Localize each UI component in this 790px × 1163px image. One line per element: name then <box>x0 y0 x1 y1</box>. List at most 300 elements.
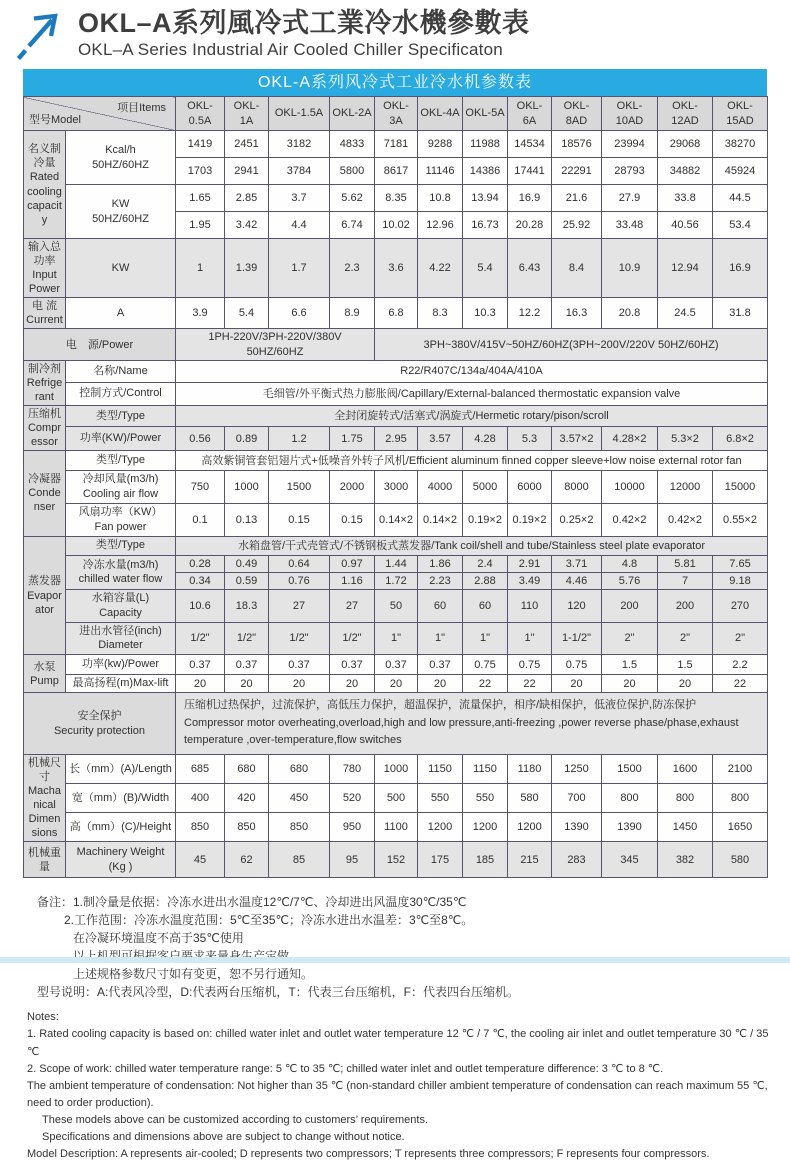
table-row <box>24 131 768 158</box>
value-cell: 1200 <box>508 813 552 842</box>
model-column-header: OKL-2A <box>330 97 375 131</box>
table-row <box>24 675 768 693</box>
value-cell: 14386 <box>463 158 508 185</box>
section-label: 名义制冷量 Rated cooling capacity <box>24 131 66 239</box>
model-column-header: OKL-6A <box>508 97 552 131</box>
note-line: Specifications and dimensions above are subject to change without notice. <box>42 1130 405 1143</box>
table-row <box>24 555 768 572</box>
item-label: 宽（mm）(B)/Width <box>66 784 176 813</box>
item-label: 控制方式/Control <box>66 382 176 405</box>
value-cell: 60 <box>418 589 463 622</box>
value-cell: 800 <box>713 784 768 813</box>
value-cell: 12000 <box>658 471 713 504</box>
notes-english <box>27 1009 776 1162</box>
value-cell: 11988 <box>463 131 508 158</box>
value-cell: 0.28 <box>176 555 225 572</box>
value-cell: 580 <box>713 842 768 878</box>
value-cell: 680 <box>225 754 269 783</box>
value-cell: 850 <box>269 813 330 842</box>
value-cell: 0.14×2 <box>418 504 463 537</box>
value-cell: 175 <box>418 842 463 878</box>
value-cell: 1600 <box>658 754 713 783</box>
value-cell: 2000 <box>330 471 375 504</box>
value-cell: 0.13 <box>225 504 269 537</box>
value-cell: 1180 <box>508 754 552 783</box>
value-cell: 2451 <box>225 131 269 158</box>
value-cell: 1.86 <box>418 555 463 572</box>
table-row <box>24 504 768 537</box>
value-cell: 1150 <box>463 754 508 783</box>
note-line: 上述规格参数尺寸如有变更，恕不另行通知。 <box>73 967 314 982</box>
spec-table-container <box>23 69 767 878</box>
table-row <box>24 382 768 405</box>
value-cell: 8617 <box>375 158 418 185</box>
item-label: 功率(KW)/Power <box>66 427 176 451</box>
value-cell: 1000 <box>225 471 269 504</box>
value-cell: 1450 <box>658 813 713 842</box>
table-row <box>24 536 768 555</box>
model-column-header: OKL-12AD <box>658 97 713 131</box>
value-cell: 13.94 <box>463 185 508 212</box>
value-cell: 10000 <box>602 471 658 504</box>
item-label: 冷冻水量(m3/h) chilled water flow <box>66 555 176 589</box>
value-cell: 14534 <box>508 131 552 158</box>
value-cell: 200 <box>658 589 713 622</box>
model-column-header: OKL-10AD <box>602 97 658 131</box>
value-cell: 1.75 <box>330 427 375 451</box>
notes-chinese <box>37 893 770 1001</box>
value-cell: 1650 <box>713 813 768 842</box>
value-cell: 1.16 <box>330 572 375 589</box>
value-cell: 3182 <box>269 131 330 158</box>
value-cell: 4833 <box>330 131 375 158</box>
item-label: 功率(kw)/Power <box>66 655 176 675</box>
value-cell: 15000 <box>713 471 768 504</box>
value-cell: 400 <box>176 784 225 813</box>
value-cell: 8.9 <box>330 298 375 329</box>
value-cell: 345 <box>602 842 658 878</box>
value-cell: 1.72 <box>375 572 418 589</box>
merged-value-cell: 高效紫铜管套铝翅片式+低噪音外转子风机/Efficient aluminum finned copper sleeve+low noise external rotor fan <box>176 451 768 471</box>
value-cell: 17441 <box>508 158 552 185</box>
value-cell: 0.37 <box>330 655 375 675</box>
value-cell: 2100 <box>713 754 768 783</box>
value-cell: 5.81 <box>658 555 713 572</box>
value-cell: 4.4 <box>269 212 330 239</box>
value-cell: 5.4 <box>463 239 508 298</box>
model-column-header: OKL-3A <box>375 97 418 131</box>
value-cell: 1.5 <box>658 655 713 675</box>
table-row <box>24 622 768 655</box>
table-row <box>24 360 768 382</box>
value-cell: 27 <box>269 589 330 622</box>
note-line: 型号说明：A:代表风冷型，D:代表两台压缩机，T：代表三台压缩机，F：代表四台压缩机。 <box>37 985 520 1000</box>
section-label: 冷凝器 Condenser <box>24 451 66 537</box>
value-cell: 550 <box>418 784 463 813</box>
value-cell: 1200 <box>418 813 463 842</box>
value-cell: 110 <box>508 589 552 622</box>
merged-value-cell: 水箱盘管/干式壳管式/不锈钢板式蒸发器/Tank coil/shell and tube/Stainless steel plate evaporator <box>176 536 768 555</box>
value-cell: 5.3×2 <box>658 427 713 451</box>
value-cell: 5.4 <box>225 298 269 329</box>
value-cell: 0.89 <box>225 427 269 451</box>
table-row <box>24 239 768 298</box>
item-label: A <box>66 298 176 329</box>
value-cell: 0.75 <box>552 655 602 675</box>
value-cell: 0.19×2 <box>508 504 552 537</box>
table-row <box>24 655 768 675</box>
table-row <box>24 451 768 471</box>
item-label: 名称/Name <box>66 360 176 382</box>
value-cell: 2.3 <box>330 239 375 298</box>
value-cell: 2.95 <box>375 427 418 451</box>
value-cell: 8000 <box>552 471 602 504</box>
value-cell: 25.92 <box>552 212 602 239</box>
value-cell: 12.2 <box>508 298 552 329</box>
value-cell: 0.42×2 <box>658 504 713 537</box>
value-cell: 185 <box>463 842 508 878</box>
masthead <box>0 0 790 62</box>
corner-items-label: 项目Items <box>117 102 166 114</box>
value-cell: 0.15 <box>269 504 330 537</box>
value-cell: 10.3 <box>463 298 508 329</box>
item-label: 长（mm）(A)/Length <box>66 754 176 783</box>
value-cell: 580 <box>508 784 552 813</box>
value-cell: 1/2" <box>330 622 375 655</box>
corner-header <box>24 97 176 131</box>
value-cell: 45 <box>176 842 225 878</box>
value-cell: 5000 <box>463 471 508 504</box>
value-cell: 20 <box>176 675 225 693</box>
value-cell: 40.56 <box>658 212 713 239</box>
value-cell: 12.94 <box>658 239 713 298</box>
note-line: 2.工作范围：冷冻水温度范围：5℃至35℃；冷冻水进出水温差：3℃至8℃。 <box>64 913 474 928</box>
note-line: Model Description: A represents air-cooled; D represents two compressors; T represents three compressors; F represents four compressors. <box>27 1147 710 1160</box>
table-row <box>24 298 768 329</box>
value-cell: 1703 <box>176 158 225 185</box>
security-protection-text: 压缩机过热保护，过流保护，高低压力保护，超温保护，流量保护，相序/缺相保护，低液位保护,防冻保护 Compressor motor overheating,overload,high and low pressure,anti-freezing ,power reverse phase/phase,exhaust temperature ,over-temperature,flow switches <box>176 693 768 755</box>
item-label: 风扇功率（KW） Fan power <box>66 504 176 537</box>
value-cell: 7.65 <box>713 555 768 572</box>
table-row <box>24 329 768 360</box>
value-cell: 4.28×2 <box>602 427 658 451</box>
value-cell: 3000 <box>375 471 418 504</box>
item-label: Kcal/h 50HZ/60HZ <box>66 131 176 185</box>
table-row <box>24 842 768 878</box>
value-cell: 2.85 <box>225 185 269 212</box>
table-row <box>24 784 768 813</box>
table-row <box>24 427 768 451</box>
value-cell: 6.8×2 <box>713 427 768 451</box>
value-cell: 1/2" <box>269 622 330 655</box>
value-cell: 420 <box>225 784 269 813</box>
value-cell: 1" <box>463 622 508 655</box>
value-cell: 62 <box>225 842 269 878</box>
value-cell: 0.25×2 <box>552 504 602 537</box>
value-cell: 780 <box>330 754 375 783</box>
value-cell: 33.8 <box>658 185 713 212</box>
model-column-header: OKL-5A <box>463 97 508 131</box>
corner-model-label: 型号Model <box>29 113 81 126</box>
value-cell: 1150 <box>418 754 463 783</box>
value-cell: 1-1/2" <box>552 622 602 655</box>
value-cell: 4.46 <box>552 572 602 589</box>
value-cell: 3.57 <box>418 427 463 451</box>
value-cell: 800 <box>602 784 658 813</box>
value-cell: 1.95 <box>176 212 225 239</box>
item-label: 最高扬程(m)Max-lift <box>66 675 176 693</box>
value-cell: 8.35 <box>375 185 418 212</box>
model-column-header: OKL-8AD <box>552 97 602 131</box>
value-cell: 2" <box>658 622 713 655</box>
value-cell: 1 <box>176 239 225 298</box>
value-cell: 1" <box>508 622 552 655</box>
table-row <box>24 405 768 427</box>
section-label: 电 流 Current <box>24 298 66 329</box>
value-cell: 21.6 <box>552 185 602 212</box>
value-cell: 6.6 <box>269 298 330 329</box>
value-cell: 1419 <box>176 131 225 158</box>
value-cell: 2941 <box>225 158 269 185</box>
value-cell: 31.8 <box>713 298 768 329</box>
table-row <box>24 589 768 622</box>
value-cell: 1000 <box>375 754 418 783</box>
merged-value-cell: R22/R407C/134a/404A/410A <box>176 360 768 382</box>
value-cell: 44.5 <box>713 185 768 212</box>
section-label: 蒸发器 Evaporator <box>24 536 66 655</box>
value-cell: 0.59 <box>225 572 269 589</box>
value-cell: 20 <box>330 675 375 693</box>
spec-table <box>23 96 768 878</box>
value-cell: 24.5 <box>658 298 713 329</box>
value-cell: 16.9 <box>713 239 768 298</box>
value-cell: 4.28 <box>463 427 508 451</box>
value-cell: 20.28 <box>508 212 552 239</box>
power-supply-cell: 3PH~380V/415V~50HZ/60HZ(3PH~200V/220V 50HZ/60HZ) <box>375 329 768 360</box>
value-cell: 18576 <box>552 131 602 158</box>
value-cell: 2.2 <box>713 655 768 675</box>
value-cell: 10.8 <box>418 185 463 212</box>
value-cell: 520 <box>330 784 375 813</box>
value-cell: 20 <box>418 675 463 693</box>
value-cell: 12.96 <box>418 212 463 239</box>
value-cell: 1250 <box>552 754 602 783</box>
value-cell: 5.62 <box>330 185 375 212</box>
value-cell: 0.37 <box>176 655 225 675</box>
value-cell: 5.3 <box>508 427 552 451</box>
value-cell: 4.22 <box>418 239 463 298</box>
value-cell: 283 <box>552 842 602 878</box>
value-cell: 53.4 <box>713 212 768 239</box>
item-label: KW <box>66 239 176 298</box>
item-label: 水箱容量(L) Capacity <box>66 589 176 622</box>
section-label: 电 源/Power <box>24 329 176 360</box>
value-cell: 0.34 <box>176 572 225 589</box>
value-cell: 22 <box>463 675 508 693</box>
value-cell: 5.76 <box>602 572 658 589</box>
value-cell: 200 <box>602 589 658 622</box>
value-cell: 2.4 <box>463 555 508 572</box>
table-title-bar: OKL-A系列风冷式工业冷水机参数表 <box>23 69 767 96</box>
note-line: 备注：1.制冷量是依据：冷冻水进出水温度12℃/7℃、冷却进出风温度30℃/35℃ <box>37 895 467 910</box>
value-cell: 1.7 <box>269 239 330 298</box>
value-cell: 28793 <box>602 158 658 185</box>
value-cell: 29068 <box>658 131 713 158</box>
note-line: 1. Rated cooling capacity is based on: chilled water inlet and outlet water temperature 12 ℃ / 7 ℃, the cooling air inlet and outlet temperature 30 ℃ / 35 ℃ <box>27 1028 769 1058</box>
value-cell: 10.6 <box>176 589 225 622</box>
value-cell: 3.49 <box>508 572 552 589</box>
value-cell: 0.97 <box>330 555 375 572</box>
model-column-header: OKL-15AD <box>713 97 768 131</box>
value-cell: 750 <box>176 471 225 504</box>
item-label: 高（mm）(C)/Height <box>66 813 176 842</box>
value-cell: 16.9 <box>508 185 552 212</box>
value-cell: 215 <box>508 842 552 878</box>
value-cell: 23994 <box>602 131 658 158</box>
note-line: The ambient temperature of condensation: Not higher than 35 ℃ (non-standard chiller ambient temperature of condensation can reach maximum 55 ℃, need to order production). <box>27 1079 768 1109</box>
value-cell: 9288 <box>418 131 463 158</box>
model-column-header: OKL-1A <box>225 97 269 131</box>
value-cell: 0.76 <box>269 572 330 589</box>
value-cell: 7 <box>658 572 713 589</box>
value-cell: 1200 <box>463 813 508 842</box>
value-cell: 700 <box>552 784 602 813</box>
value-cell: 270 <box>713 589 768 622</box>
value-cell: 680 <box>269 754 330 783</box>
section-label: 安全保护 Security protection <box>24 693 176 755</box>
item-label: 进出水管径(inch) Diameter <box>66 622 176 655</box>
item-label: KW 50HZ/60HZ <box>66 185 176 239</box>
value-cell: 20 <box>269 675 330 693</box>
value-cell: 0.56 <box>176 427 225 451</box>
value-cell: 18.3 <box>225 589 269 622</box>
value-cell: 1.44 <box>375 555 418 572</box>
value-cell: 20 <box>602 675 658 693</box>
value-cell: 3.57×2 <box>552 427 602 451</box>
section-label: 制冷剂 Refrigerant <box>24 360 66 405</box>
item-label: 冷却风量(m3/h) Cooling air flow <box>66 471 176 504</box>
item-label: 类型/Type <box>66 536 176 555</box>
power-supply-cell: 1PH-220V/3PH-220V/380V 50HZ/60HZ <box>176 329 375 360</box>
model-column-header: OKL-1.5A <box>269 97 330 131</box>
value-cell: 4000 <box>418 471 463 504</box>
merged-value-cell: 全封闭旋转式/活塞式/涡旋式/Hermetic rotary/pison/scroll <box>176 405 768 427</box>
value-cell: 1" <box>375 622 418 655</box>
value-cell: 6.43 <box>508 239 552 298</box>
value-cell: 0.1 <box>176 504 225 537</box>
table-header-row <box>24 97 768 131</box>
value-cell: 8.3 <box>418 298 463 329</box>
model-column-header: OKL-0.5A <box>176 97 225 131</box>
value-cell: 20 <box>375 675 418 693</box>
value-cell: 3.9 <box>176 298 225 329</box>
merged-value-cell: 毛细管/外平衡式热力膨胀阀/Capillary/External-balanced thermostatic expansion valve <box>176 382 768 405</box>
item-label: Machinery Weight (Kg ) <box>66 842 176 878</box>
value-cell: 1.5 <box>602 655 658 675</box>
value-cell: 7181 <box>375 131 418 158</box>
note-line: 2. Scope of work: chilled water temperature range: 5 ℃ to 35 ℃; chilled water inlet and outlet temperature difference: 3 ℃ to 8 ℃. <box>27 1062 664 1075</box>
value-cell: 20 <box>658 675 713 693</box>
value-cell: 1100 <box>375 813 418 842</box>
value-cell: 3.71 <box>552 555 602 572</box>
value-cell: 0.37 <box>225 655 269 675</box>
value-cell: 2" <box>713 622 768 655</box>
value-cell: 550 <box>463 784 508 813</box>
value-cell: 2.91 <box>508 555 552 572</box>
value-cell: 0.42×2 <box>602 504 658 537</box>
value-cell: 11146 <box>418 158 463 185</box>
value-cell: 50 <box>375 589 418 622</box>
value-cell: 0.64 <box>269 555 330 572</box>
page-title: OKL–A系列風冷式工業冷水機參數表 <box>78 8 530 38</box>
note-line: 在冷凝环境温度不高于35℃使用 <box>73 931 244 946</box>
value-cell: 60 <box>463 589 508 622</box>
value-cell: 1" <box>418 622 463 655</box>
arrow-up-right-icon <box>17 10 65 62</box>
value-cell: 8.4 <box>552 239 602 298</box>
value-cell: 95 <box>330 842 375 878</box>
value-cell: 3.6 <box>375 239 418 298</box>
table-row <box>24 185 768 212</box>
model-column-header: OKL-4A <box>418 97 463 131</box>
value-cell: 0.55×2 <box>713 504 768 537</box>
value-cell: 1390 <box>552 813 602 842</box>
value-cell: 20 <box>552 675 602 693</box>
value-cell: 850 <box>225 813 269 842</box>
value-cell: 22 <box>508 675 552 693</box>
value-cell: 0.49 <box>225 555 269 572</box>
section-label: 机械尺寸 Machanical Dimensions <box>24 754 66 841</box>
value-cell: 6.74 <box>330 212 375 239</box>
value-cell: 3784 <box>269 158 330 185</box>
value-cell: 38270 <box>713 131 768 158</box>
value-cell: 0.37 <box>269 655 330 675</box>
value-cell: 0.14×2 <box>375 504 418 537</box>
value-cell: 382 <box>658 842 713 878</box>
value-cell: 120 <box>552 589 602 622</box>
item-label: 类型/Type <box>66 405 176 427</box>
value-cell: 450 <box>269 784 330 813</box>
section-label: 水泵 Pump <box>24 655 66 693</box>
value-cell: 5800 <box>330 158 375 185</box>
value-cell: 0.37 <box>418 655 463 675</box>
value-cell: 45924 <box>713 158 768 185</box>
section-label: 压缩机 Compressor <box>24 405 66 450</box>
value-cell: 20 <box>225 675 269 693</box>
section-label: 输入总功率 Input Power <box>24 239 66 298</box>
value-cell: 800 <box>658 784 713 813</box>
item-label: 类型/Type <box>66 451 176 471</box>
table-row <box>24 693 768 755</box>
value-cell: 685 <box>176 754 225 783</box>
value-cell: 85 <box>269 842 330 878</box>
value-cell: 850 <box>176 813 225 842</box>
value-cell: 16.3 <box>552 298 602 329</box>
value-cell: 27 <box>330 589 375 622</box>
value-cell: 4.8 <box>602 555 658 572</box>
section-label: 机械重量 <box>24 842 66 878</box>
value-cell: 1.65 <box>176 185 225 212</box>
value-cell: 27.9 <box>602 185 658 212</box>
table-row <box>24 471 768 504</box>
value-cell: 1/2" <box>176 622 225 655</box>
value-cell: 6.8 <box>375 298 418 329</box>
value-cell: 1390 <box>602 813 658 842</box>
note-line: Notes: <box>27 1011 59 1024</box>
value-cell: 22 <box>713 675 768 693</box>
table-row <box>24 813 768 842</box>
value-cell: 1/2" <box>225 622 269 655</box>
